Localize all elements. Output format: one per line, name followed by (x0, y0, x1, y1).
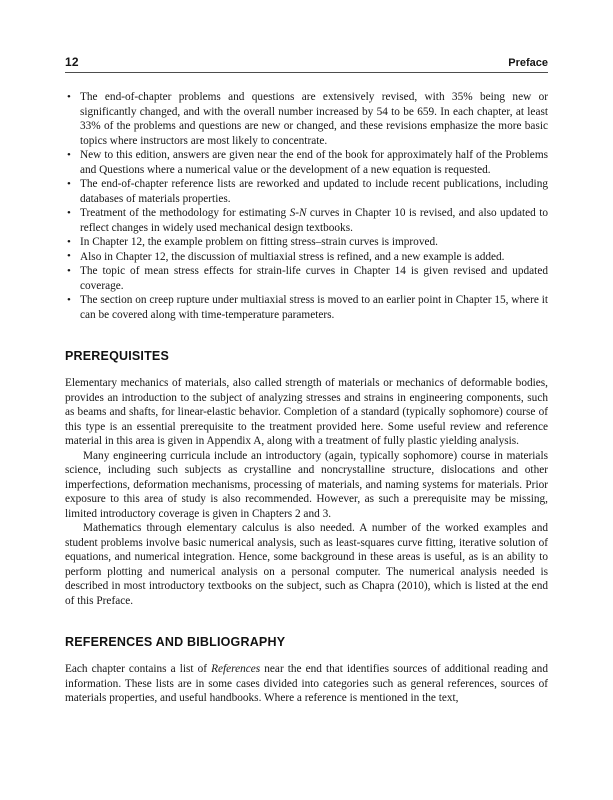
bullet-text (80, 265, 548, 292)
bullet-text (80, 149, 548, 176)
paragraph (65, 449, 548, 522)
italic-text: References (211, 663, 261, 675)
bullet-item (65, 264, 548, 293)
paragraph (65, 521, 548, 608)
italic-text: S-N (289, 207, 307, 219)
text-segment: curves in Chapter 10 is revised, and also updated to reflect changes in widely used mechanical design textbooks. (80, 207, 549, 234)
text-segment: Treatment of the methodology for estimating (80, 207, 290, 219)
text-segment: New to this edition, answers are given near the end of the book for approximately half of the Problems and Questions where a numerical value or the development of a new equation is requested. (80, 149, 548, 176)
bullet-item (65, 90, 548, 148)
bullet-icon: • (67, 293, 71, 306)
text-segment: The end-of-chapter problems and questions are extensively revised, with 35% being new or significantly changed, and with the overall number increased by 54 to be 659. In each chapter, at least 33% of the problems and questions are new or changed, and these revisions emphasize the more basic topics where instructors are most likely to concentrate. (80, 91, 548, 147)
text-segment: Mathematics through elementary calculus is also needed. A number of the worked examples and student problems involve basic numerical analysis, such as least-squares curve fitting, iterative solution of equations, and numerical integration. Hence, some background in these areas is useful, as is an ability to perform plotting and numerical analysis on a personal computer. The numerical analysis needed is described in most introductory textbooks on the subject, such as Chapra (2010), which is listed at the end of this Preface. (65, 522, 548, 607)
bullet-icon: • (67, 250, 71, 262)
bullet-icon: • (67, 148, 71, 161)
running-head: Preface (508, 57, 548, 69)
bullet-icon: • (67, 177, 71, 190)
bullet-icon: • (67, 90, 71, 103)
bullet-list (65, 90, 548, 322)
bullet-icon: • (67, 235, 71, 248)
section-heading: REFERENCES AND BIBLIOGRAPHY (65, 635, 286, 649)
paragraph (65, 376, 548, 449)
text-segment: The topic of mean stress effects for strain-life curves in Chapter 14 is given revised and updated coverage. (80, 265, 548, 292)
bullet-icon: • (67, 206, 71, 219)
bullet-text (80, 207, 548, 234)
bullet-item (65, 206, 548, 235)
section-heading: PREREQUISITES (65, 349, 170, 363)
bullet-text (80, 236, 438, 248)
bullet-text (80, 91, 548, 147)
bullet-item (65, 177, 548, 206)
text-segment: Elementary mechanics of materials, also called strength of materials or mechanics of deformable bodies, provides an introduction to the subject of analyzing stresses and strains in engineering components, such as beams and shafts, for linear-elastic behavior. Completion of a standard (typically sophomore) course of this type is an essential prerequisite to the treatment provided here. Some useful review and reference material in this area is given in Appendix A, along with a treatment of fully plastic yielding analysis. (65, 377, 548, 447)
sections (65, 349, 548, 706)
paragraph (65, 662, 548, 706)
page-header (65, 55, 548, 73)
bullet-text (80, 251, 504, 263)
text-segment: The end-of-chapter reference lists are reworked and updated to include recent publications, including databases of materials properties. (80, 178, 548, 205)
bullet-text (80, 294, 548, 321)
bullet-item (65, 250, 548, 265)
bullet-item (65, 293, 548, 322)
text-segment: Each chapter contains a list of (65, 663, 212, 675)
bullet-item (65, 148, 548, 177)
bullet-icon: • (67, 264, 71, 277)
text-segment: near the end that identifies sources of additional reading and information. These lists are in some cases divided into categories such as general references, sources of materials properties, and useful handbooks. Where a reference is mentioned in the text, (65, 663, 548, 704)
text-segment: The section on creep rupture under multiaxial stress is moved to an earlier point in Chapter 15, where it can be covered along with time-temperature parameters. (80, 294, 548, 321)
text-segment: Also in Chapter 12, the discussion of multiaxial stress is refined, and a new example is added. (80, 250, 505, 263)
page-number: 12 (65, 55, 79, 69)
text-segment: In Chapter 12, the example problem on fitting stress–strain curves is improved. (80, 236, 438, 248)
bullet-text (80, 178, 548, 205)
bullet-item (65, 235, 548, 250)
page-body (65, 90, 548, 706)
text-segment: Many engineering curricula include an introductory (again, typically sophomore) course in materials science, including such subjects as crystalline and noncrystalline structure, dislocations and other imperfections, deformation mechanisms, processing of materials, and naming systems for materials. Prior exposure to this area of study is also recommended. However, as such a prerequisite may be missing, limited introductory coverage is given in Chapters 2 and 3. (65, 449, 548, 520)
